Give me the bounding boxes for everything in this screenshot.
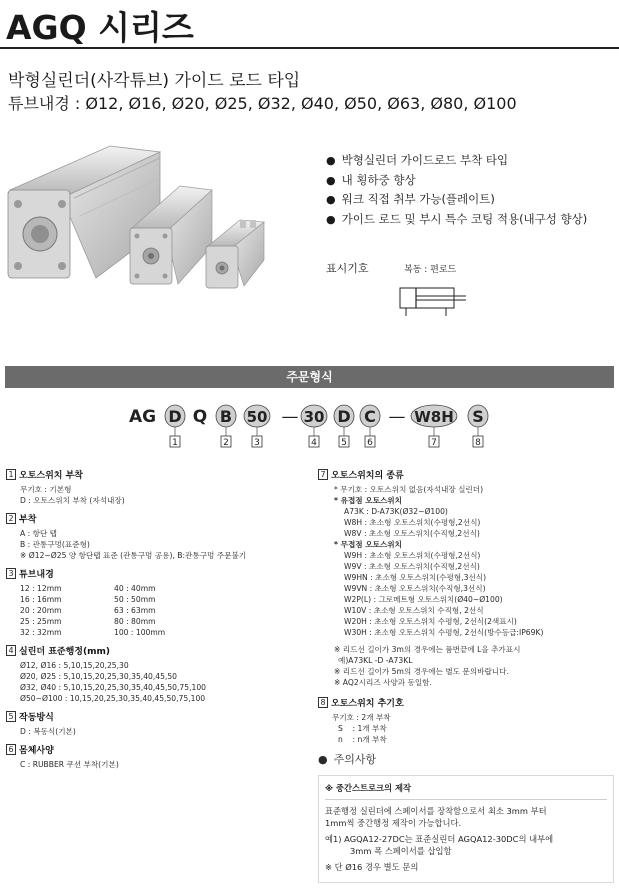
section-title: 부착 — [19, 515, 37, 525]
note-line: ※ AQ2시리즈 사양과 동일함. — [334, 678, 432, 687]
bore-cell: 40 : 40mm — [114, 584, 156, 593]
code-number: 3 — [254, 438, 260, 448]
section-title: 작동방식 — [19, 713, 54, 723]
bore-cell: 16 : 16mm — [20, 595, 62, 604]
cylinder-symbol-diagram — [396, 280, 468, 320]
code-part-d: D — [168, 407, 182, 426]
section-number: 8 — [318, 697, 328, 708]
spec-line: W30H : 초소형 오토스위치 수평형, 2선식(방수등급:IP69K) — [344, 628, 544, 637]
bore-table — [6, 583, 306, 638]
spec-line: D : 복동식(기본) — [20, 727, 76, 736]
spec-line: W8H : 초소형 오토스위치(수평형,2선식) — [344, 518, 481, 527]
note-line: 예1) AGQA12-27DC는 표준실린더 AGQA12-30DC의 내부에 — [325, 834, 554, 844]
spec-line: W9H : 초소형 오토스위치(수평형,2선식) — [344, 551, 481, 560]
spec-line: W10V : 초소형 오토스위치 수직형, 2선식 — [344, 606, 484, 615]
section-switch-type — [318, 468, 614, 688]
code-part-stroke: 30 — [303, 408, 325, 426]
section-number: 2 — [6, 513, 16, 524]
spec-line: Ø20, Ø25 : 5,10,15,20,25,30,35,40,45,50 — [20, 672, 178, 681]
spec-line: W9HN : 초소형 오토스위치(수평형,3선식) — [344, 573, 487, 582]
spec-line: S : 1개 부착 — [338, 724, 387, 733]
bore-cell: 100 : 100mm — [114, 628, 166, 637]
spec-line: * 무접점 오토스위치 — [334, 540, 402, 549]
spec-line: W8V : 초소형 오토스위치(수직형,2선식) — [344, 529, 480, 538]
section-number: 1 — [6, 469, 16, 480]
section-number: 7 — [318, 469, 328, 480]
small-cylinder-image — [206, 220, 264, 288]
section-auto-switch — [6, 468, 306, 506]
section-body — [6, 743, 306, 770]
section-title: 실린더 표준행정(mm) — [19, 647, 110, 657]
spec-line: * 무기호 : 오토스위치 없음(자석내장 실린더) — [334, 485, 484, 494]
spec-line: Ø12, Ø16 : 5,10,15,20,25,30 — [20, 661, 129, 670]
spec-line: B : 관통구멍(표준형) — [20, 540, 90, 549]
code-part-body: C — [364, 407, 376, 426]
title-divider — [0, 47, 619, 49]
spec-line: D : 오토스위치 부착 (자석내장) — [20, 496, 125, 505]
bore-cell: 50 : 50mm — [114, 595, 156, 604]
code-dash-1: — — [281, 407, 299, 427]
code-dash-2: — — [388, 407, 406, 427]
code-number: 4 — [311, 438, 317, 448]
intermediate-stroke-note — [318, 775, 614, 883]
section-number: 5 — [6, 711, 16, 722]
symbol-label: 표시기호 — [326, 262, 369, 275]
section-title: 오토스위치의 종류 — [331, 471, 404, 481]
code-part-switch-qty: S — [472, 407, 484, 426]
note-line: 3mm 폭 스페이서를 삽입함 — [350, 845, 452, 856]
note-line: 1mm씩 중간행정 제작이 가능합니다. — [325, 817, 462, 828]
note-heading: ※ 중간스트로크의 제작 — [325, 782, 607, 800]
spec-line: Ø32, Ø40 : 5,10,15,20,25,30,35,40,45,50,75,100 — [20, 683, 206, 692]
section-title: 몸체사양 — [19, 746, 54, 756]
code-part-b: B — [219, 407, 233, 426]
bore-cell: 12 : 12mm — [20, 584, 62, 593]
code-number: 2 — [223, 438, 229, 448]
code-number: 7 — [431, 438, 437, 448]
spec-line: W20H : 초소형 오토스위치 수평형, 2선식(2색표시) — [344, 617, 517, 626]
spec-line: A : 항단 탭 — [20, 529, 58, 538]
note-line: ※ 리드선 길이가 5m의 경우에는 별도 문의바랍니다. — [334, 667, 509, 676]
page-subtitle: 박형실린더(사각튜브) 가이드 로드 타입 — [8, 71, 301, 91]
spec-line: A73K : D-A73K(Ø32~Ø100) — [344, 507, 448, 516]
note-line: ※ 리드선 길이가 3m의 경우에는 품번끝에 L을 추가표시 — [334, 645, 521, 654]
bore-cell: 63 : 63mm — [114, 606, 156, 615]
code-part-q: Q — [192, 407, 208, 427]
spec-line: C : RUBBER 쿠션 부착(기본) — [20, 760, 119, 769]
spec-line: Ø50~Ø100 : 10,15,20,25,30,35,40,45,50,75,100 — [20, 694, 206, 703]
section-action — [6, 710, 306, 737]
bore-cell: 32 : 32mm — [20, 628, 62, 637]
bore-size-line: 튜브내경 : Ø12, Ø16, Ø20, Ø25, Ø32, Ø40, Ø50, Ø63, Ø80, Ø100 — [8, 94, 517, 113]
code-number: 5 — [341, 438, 347, 448]
product-photo — [0, 128, 300, 296]
spec-line: 무기호 : 2개 부착 — [332, 713, 391, 722]
code-part-ag: AG — [129, 407, 157, 427]
section-title: 오토스위치 추기호 — [331, 699, 404, 709]
spec-line: * 유접점 오토스위치 — [334, 496, 402, 505]
spec-line: W9VN : 초소형 오토스위치(수직형,3선식) — [344, 584, 486, 593]
code-number: 6 — [367, 438, 373, 448]
section-title: 오토스위치 부착 — [19, 471, 83, 481]
spec-line: W9V : 초소형 오토스위치(수직형,2선식) — [344, 562, 480, 571]
order-spec-left-column — [6, 468, 306, 776]
section-mounting — [6, 512, 306, 561]
section-number: 3 — [6, 568, 16, 579]
feature-item: ● 박형실린더 가이드로드 부착 타입 — [326, 151, 587, 171]
bore-cell: 80 : 80mm — [114, 617, 156, 626]
section-stroke — [6, 644, 306, 704]
feature-item: ● 가이드 로드 및 부시 특수 코팅 적용(내구성 향상) — [326, 210, 587, 230]
section-title: 튜브내경 — [19, 570, 54, 580]
code-part-switch: W8H — [414, 408, 454, 426]
note-line: ※ 단 Ø16 경우 별도 문의 — [325, 862, 419, 872]
note-line: 표준행정 실린더에 스페이서를 장착함으로서 최소 3mm 부터 — [325, 806, 547, 816]
caution-heading: ● 주의사항 — [318, 751, 614, 767]
code-part-bore: 50 — [246, 408, 268, 426]
bore-cell: 20 : 20mm — [20, 606, 62, 615]
model-code-diagram — [120, 398, 500, 454]
code-number: 8 — [475, 438, 481, 448]
spec-line: W2P(L) : 그로메트형 오토스위치(Ø40~Ø100) — [344, 595, 503, 604]
section-number: 6 — [6, 744, 16, 755]
feature-item: ● 워크 직접 취부 가능(플레이트) — [326, 190, 587, 210]
section-switch-qty — [318, 696, 614, 745]
spec-line: ※ Ø12~Ø25 양 항단탭 표준 (관통구멍 공용), B:관통구멍 주문불기 — [20, 551, 247, 560]
feature-list — [326, 151, 587, 229]
bore-cell: 25 : 25mm — [20, 617, 62, 626]
spec-line: n : n개 부착 — [338, 735, 387, 744]
code-number: 1 — [172, 438, 178, 448]
section-number: 4 — [6, 645, 16, 656]
order-spec-right-column — [318, 468, 614, 777]
spec-line: 무기호 : 기본형 — [20, 485, 72, 494]
order-format-bar — [5, 366, 614, 388]
section-bore — [6, 567, 306, 638]
code-part-action: D — [337, 407, 351, 426]
symbol-description: 복동 : 편로드 — [404, 265, 457, 275]
page-title: AGQ 시리즈 — [6, 8, 194, 47]
order-format-title: 주문형식 — [286, 370, 333, 384]
note-line: 예)A73KL -D -A73KL — [338, 656, 413, 665]
feature-item: ● 내 횡하중 향상 — [326, 171, 587, 191]
